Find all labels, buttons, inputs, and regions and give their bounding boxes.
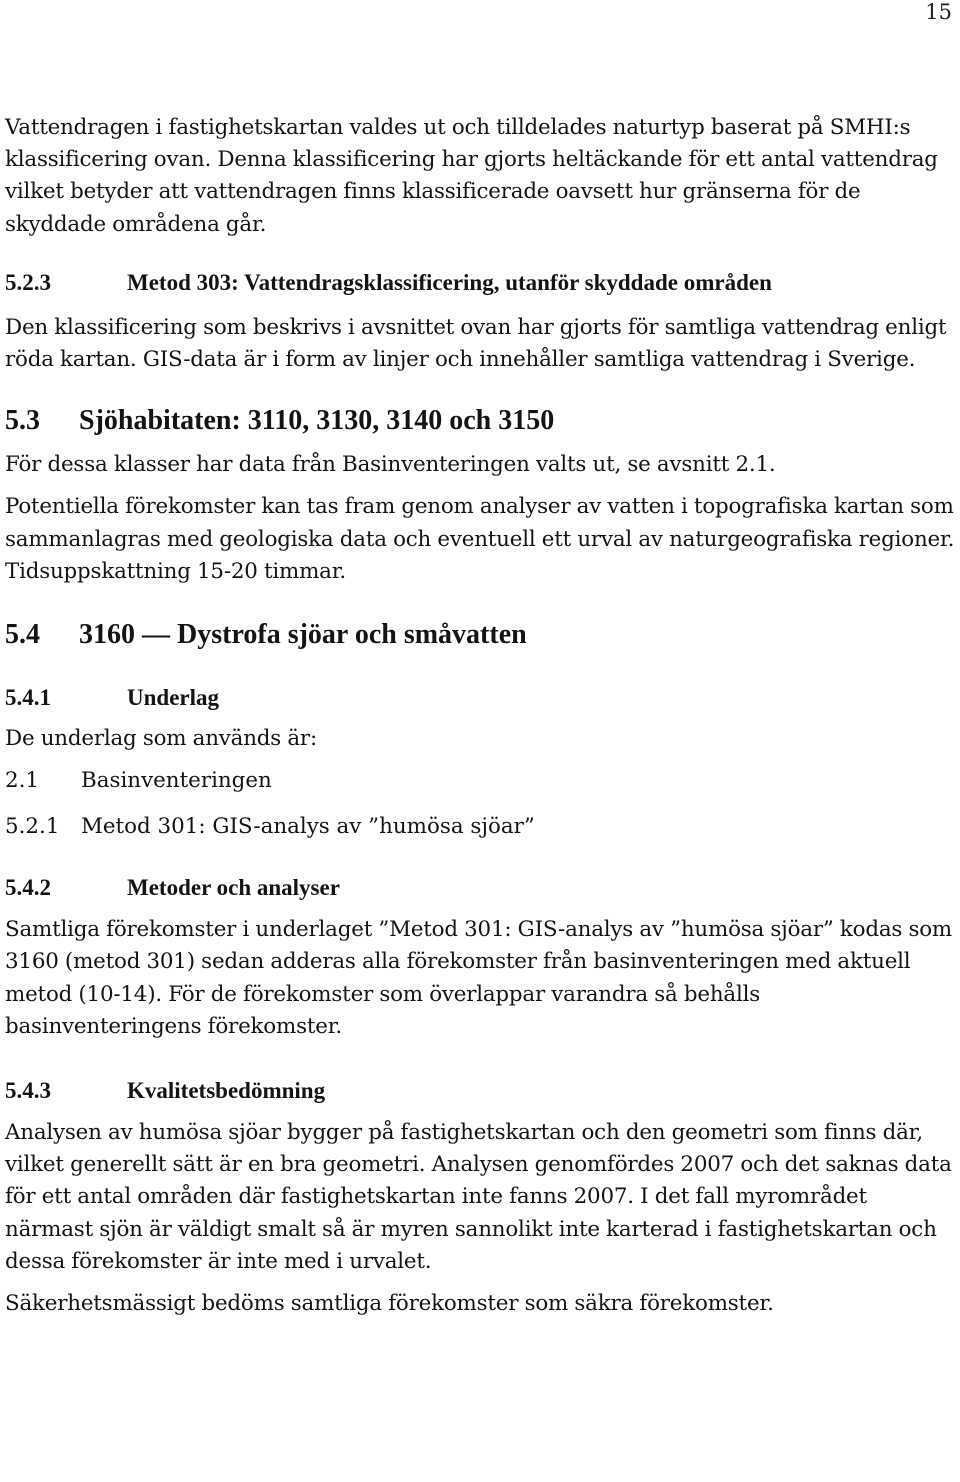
section-number: 5.4.3 <box>5 1078 51 1104</box>
reference-text: Metod 301: GIS-analys av ”humösa sjöar” <box>81 814 535 840</box>
reference-number: 5.2.1 <box>5 814 60 840</box>
section-title: Underlag <box>127 685 219 711</box>
section-title: 3160 — Dystrofa sjöar och småvatten <box>79 619 527 651</box>
section-number: 5.2.3 <box>5 269 51 295</box>
heading-5-4 <box>5 618 955 652</box>
page-number: 15 <box>925 0 952 24</box>
section-title: Kvalitetsbedömning <box>127 1078 326 1104</box>
paragraph-metod-303: Den klassificering som beskrivs i avsnittet ovan har gjorts för samtliga vattendrag enligt röda kartan. GIS-data är i form av linjer och innehåller samtliga vattendrag i Sverige. <box>5 314 947 373</box>
paragraph-sakerhet: Säkerhetsmässigt bedöms samtliga förekomster som säkra förekomster. <box>5 1291 774 1317</box>
section-title: Metod 303: Vattendragsklassificering, utanför skyddade områden <box>127 269 772 295</box>
document-body <box>5 112 955 1320</box>
heading-5-4-3 <box>5 1075 955 1107</box>
section-number: 5.4.2 <box>5 875 51 901</box>
heading-5-3 <box>5 404 955 438</box>
paragraph-basinventeringen-ref: För dessa klasser har data från Basinventeringen valts ut, se avsnitt 2.1. <box>5 452 776 478</box>
heading-5-4-1 <box>5 682 955 714</box>
reference-item <box>5 811 955 843</box>
reference-number: 2.1 <box>5 768 40 794</box>
section-title: Sjöhabitaten: 3110, 3130, 3140 och 3150 <box>79 405 555 437</box>
section-number: 5.3 <box>5 405 40 437</box>
paragraph-kvalitet: Analysen av humösa sjöar bygger på fastighetskartan och den geometri som finns där, vilket generellt sätt är en bra geometri. Analysen genomfördes 2007 och det saknas data för ett antal områden där fastighetskartan inte fanns 2007. I det fall myrområdet närmast sjön är väldigt smalt så är myren sannolikt inte karterad i fastighetskartan och dessa förekomster är inte med i urvalet. <box>5 1120 952 1274</box>
heading-5-4-2 <box>5 872 955 904</box>
section-title: Metoder och analyser <box>127 875 340 901</box>
reference-item <box>5 765 955 797</box>
heading-5-2-3 <box>5 267 955 299</box>
paragraph-potentiella-forekomster: Potentiella förekomster kan tas fram genom analyser av vatten i topografiska kartan som sammanlagras med geologiska data och eventuell ett urval av naturgeografiska regioner. Tidsuppskattning 15-20 timmar. <box>5 494 955 584</box>
paragraph-vattendrag-intro: Vattendragen i fastighetskartan valdes ut och tilldelades naturtyp baserat på SMHI:s klassificering ovan. Denna klassificering har gjorts heltäckande för ett antal vattendrag vilket betyder att vattendragen finns klassificerade oavsett hur gränserna för de skyddade områdena går. <box>5 115 938 237</box>
reference-text: Basinventeringen <box>81 768 272 794</box>
paragraph-underlag-intro: De underlag som används är: <box>5 726 317 752</box>
section-number: 5.4 <box>5 619 40 651</box>
paragraph-metoder: Samtliga förekomster i underlaget ”Metod 301: GIS-analys av ”humösa sjöar” kodas som 3160 (metod 301) sedan adderas alla förekomster från basinventeringen med aktuell metod (10-14). För de förekomster som överlappar varandra så behålls basinventeringens förekomster. <box>5 917 952 1039</box>
section-number: 5.4.1 <box>5 685 51 711</box>
